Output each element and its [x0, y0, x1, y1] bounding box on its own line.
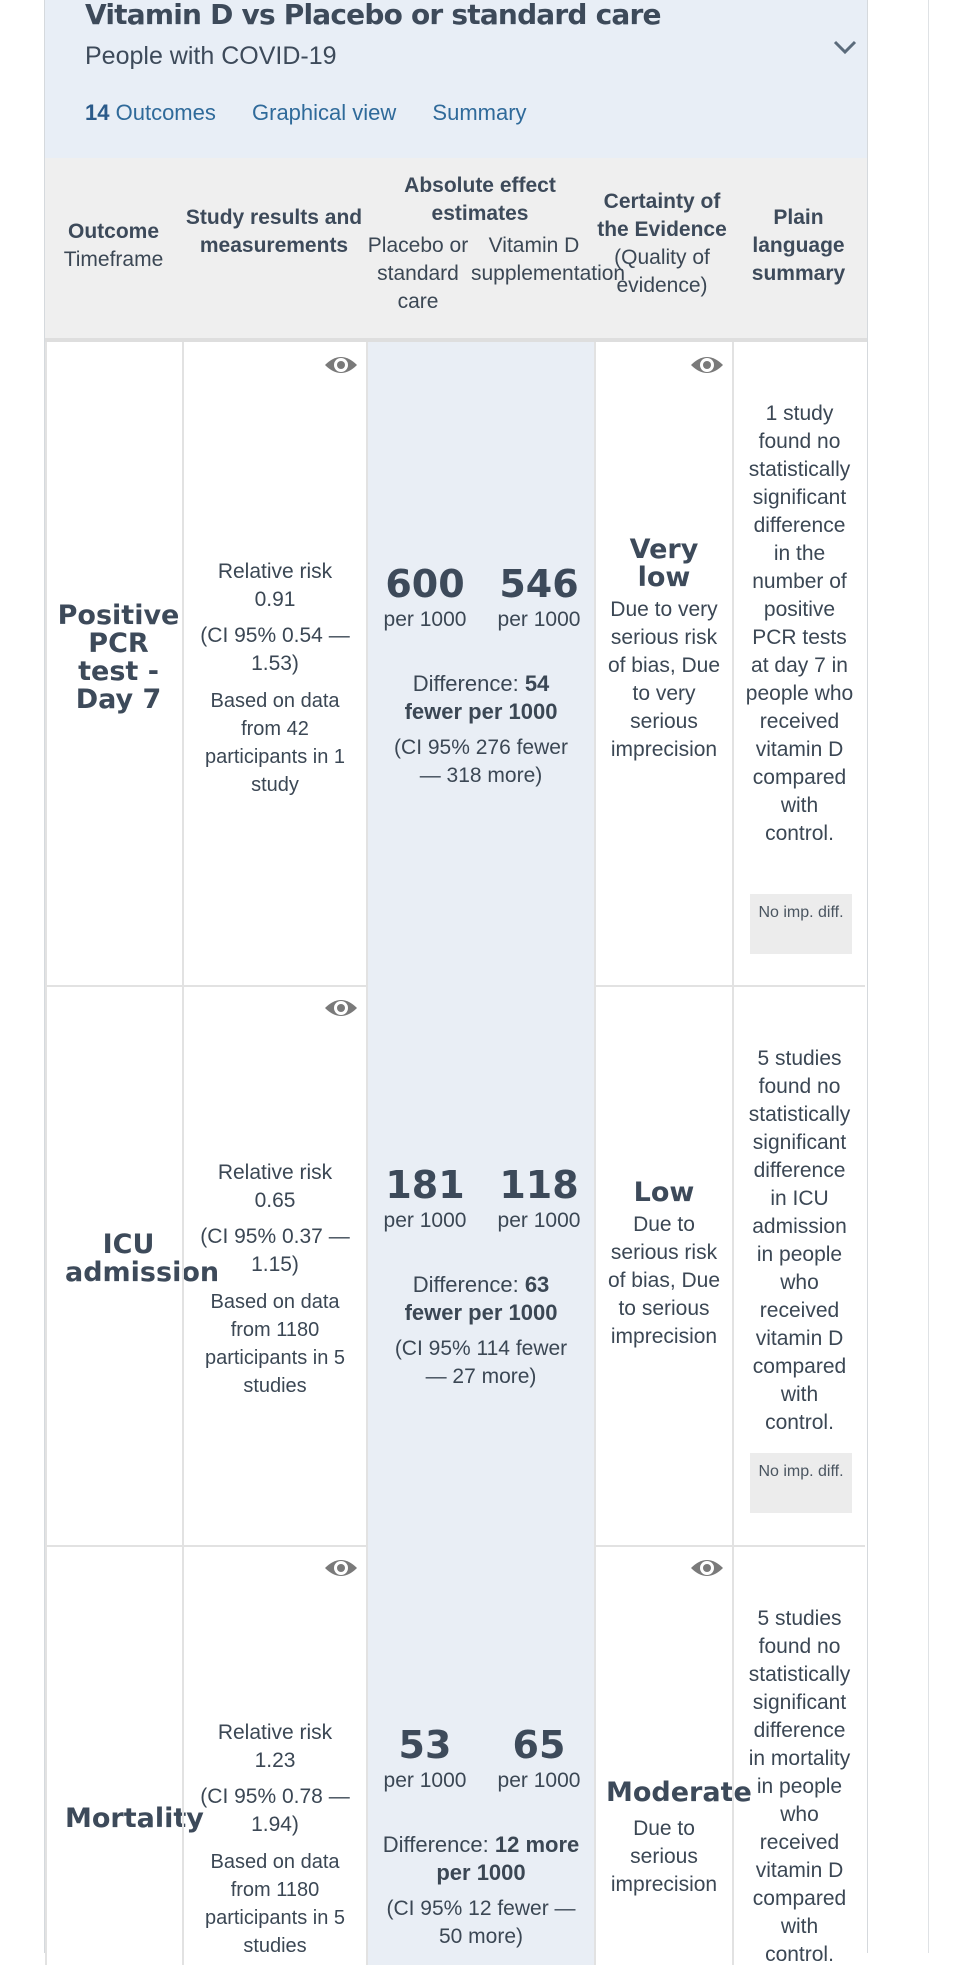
plain-summary: 5 studies found no statistically significant difference in ICU admission in people who received vitamin D compared with control.	[748, 1047, 851, 1434]
status-badge: No imp. diff.	[750, 1453, 852, 1513]
tab-outcomes[interactable]	[85, 100, 216, 126]
certainty-cell	[594, 342, 732, 985]
col-plain-language	[732, 204, 865, 288]
comparator-per: per 1000	[383, 1209, 467, 1232]
absolute-effect-cell	[366, 1545, 594, 1965]
intervention-per: per 1000	[497, 608, 581, 631]
table-row[interactable]	[45, 342, 865, 987]
difference-value: 63 fewer per 1000	[404, 1272, 558, 1325]
col-outcome-label: Outcome	[67, 220, 159, 243]
comparator-value: 600	[385, 562, 465, 606]
tab-outcomes-label: Outcomes	[115, 100, 216, 125]
col-absolute-effect	[366, 172, 594, 228]
difference-ci: (CI 95% 114 fewer — 27 more)	[394, 1337, 568, 1388]
intervention-value-block	[482, 1163, 596, 1235]
difference	[368, 1271, 594, 1327]
difference-value: 12 more per 1000	[436, 1832, 580, 1885]
difference-label: Difference:	[382, 1832, 489, 1857]
table-header	[45, 158, 867, 342]
status-badge: No imp. diff.	[750, 894, 852, 954]
based-on-data: Based on data from 1180 participants in 5 studies	[204, 1851, 346, 1957]
col-outcome	[45, 218, 182, 274]
certainty-level: Moderate	[606, 1777, 752, 1808]
outcome-cell	[45, 985, 220, 1545]
col-certainty-label: Certainty of the Evidence	[597, 190, 727, 241]
comparator-value: 53	[398, 1723, 452, 1767]
study-results-cell	[182, 342, 366, 985]
certainty-cell	[594, 985, 732, 1545]
eye-icon[interactable]	[690, 352, 724, 378]
col-timeframe-label: Timeframe	[63, 248, 164, 271]
study-results-cell	[182, 985, 366, 1545]
outcomes-count: 14	[85, 100, 110, 125]
col-intervention: Vitamin D supplementation	[471, 234, 626, 285]
view-nav	[85, 100, 527, 126]
plain-summary: 1 study found no statistically significant difference in the number of positive PCR tests at day 7 in people who received vitamin D compared with control.	[745, 402, 854, 845]
outcome-cell	[45, 1545, 204, 1965]
absolute-effect-cell	[366, 985, 594, 1545]
comparator-per: per 1000	[383, 608, 467, 631]
intervention-value: 118	[499, 1163, 579, 1207]
intervention-value-block	[482, 1723, 596, 1795]
relative-risk: Relative risk 0.65	[217, 1161, 333, 1212]
col-plain-language-label: Plain language summary	[751, 206, 846, 285]
intervention-value: 65	[512, 1723, 566, 1767]
certainty-level: Low	[633, 1177, 695, 1208]
relative-risk-ci: (CI 95% 0.37 — 1.15)	[200, 1225, 350, 1276]
eye-icon[interactable]	[324, 352, 358, 378]
population-subtitle: People with COVID-19	[85, 42, 337, 70]
difference-ci: (CI 95% 276 fewer — 318 more)	[394, 736, 568, 787]
difference-label: Difference:	[412, 1272, 519, 1297]
tab-summary[interactable]: Summary	[432, 100, 527, 125]
comparator-value-block	[368, 1163, 482, 1235]
relative-risk: Relative risk 0.91	[217, 560, 333, 611]
difference-label: Difference:	[412, 671, 519, 696]
difference-ci: (CI 95% 12 fewer — 50 more)	[386, 1897, 576, 1948]
based-on-data: Based on data from 1180 participants in 5 studies	[204, 1291, 346, 1397]
outcome-name[interactable]: ICU admission	[65, 1229, 220, 1288]
table-row[interactable]	[45, 985, 865, 1547]
col-comparator: Placebo or standard care	[367, 234, 469, 313]
intervention-per: per 1000	[497, 1769, 581, 1792]
certainty-reason: Due to serious risk of bias, Due to serious imprecision	[607, 1213, 721, 1348]
eye-icon[interactable]	[690, 1555, 724, 1581]
outcome-name[interactable]: Mortality	[65, 1803, 204, 1834]
chevron-down-icon[interactable]	[833, 40, 857, 56]
absolute-effect-cell	[366, 342, 594, 985]
plain-summary-cell	[732, 985, 865, 1545]
scrollbar-track[interactable]	[928, 0, 929, 1953]
col-study-results	[182, 204, 366, 260]
outcome-cell	[45, 342, 182, 985]
difference-value: 54 fewer per 1000	[404, 671, 558, 724]
eye-icon[interactable]	[324, 1555, 358, 1581]
plain-summary-cell	[732, 1545, 865, 1965]
col-absolute-effect-label: Absolute effect estimates	[404, 174, 556, 225]
plain-summary-cell	[732, 342, 865, 985]
eye-icon[interactable]	[324, 995, 358, 1021]
outcomes-panel	[44, 0, 868, 1966]
tab-graphical-view[interactable]: Graphical view	[252, 100, 397, 125]
table-row[interactable]	[45, 1545, 865, 1965]
intervention-value: 546	[499, 562, 579, 606]
difference	[368, 670, 594, 726]
based-on-data: Based on data from 42 participants in 1 study	[204, 690, 346, 796]
comparator-per: per 1000	[383, 1769, 467, 1792]
study-results-cell	[182, 1545, 366, 1965]
outcome-name[interactable]: Positive PCR test - Day 7	[57, 600, 180, 715]
intervention-value-block	[482, 562, 596, 634]
comparator-value-block	[368, 562, 482, 634]
certainty-reason: Due to serious imprecision	[610, 1817, 718, 1896]
col-study-results-label: Study results and measurements	[185, 206, 363, 257]
comparator-value-block	[368, 1723, 482, 1795]
relative-risk-ci: (CI 95% 0.54 — 1.53)	[200, 624, 350, 675]
comparator-value: 181	[385, 1163, 465, 1207]
certainty-reason: Due to very serious risk of bias, Due to very serious imprecision	[607, 598, 721, 761]
relative-risk-ci: (CI 95% 0.78 — 1.94)	[200, 1785, 350, 1836]
comparison-title: Vitamin D vs Placebo or standard care	[85, 0, 661, 31]
certainty-level: Very low	[629, 534, 699, 593]
relative-risk: Relative risk 1.23	[217, 1721, 333, 1772]
plain-summary: 5 studies found no statistically significant difference in mortality in people who received vitamin D compared with control.	[748, 1607, 851, 1966]
difference	[368, 1831, 594, 1887]
certainty-cell	[594, 1545, 752, 1965]
comparison-header	[45, 0, 867, 158]
col-certainty	[592, 188, 732, 300]
intervention-per: per 1000	[497, 1209, 581, 1232]
col-certainty-sub: (Quality of evidence)	[614, 246, 710, 297]
